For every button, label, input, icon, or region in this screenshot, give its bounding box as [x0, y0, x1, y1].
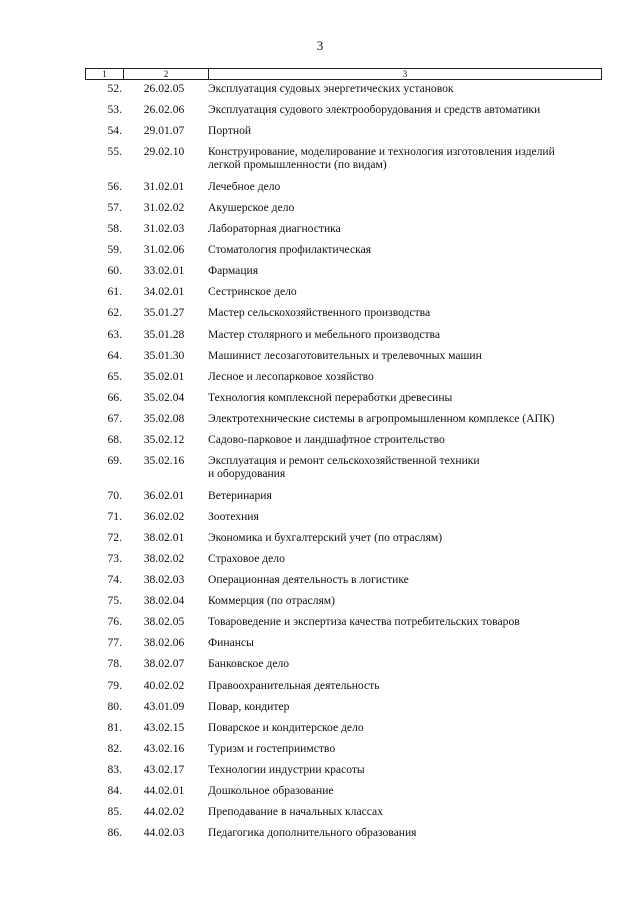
row-name-line: Акушерское дело	[208, 200, 295, 214]
row-code: 35.01.28	[143, 327, 185, 341]
row-number: 82.	[107, 741, 122, 755]
row-name-line: Конструирование, моделирование и технология изготовления изделий	[208, 145, 555, 159]
row-name-line: Фармация	[208, 264, 259, 278]
row-code: 38.02.03	[143, 573, 185, 586]
table-row	[85, 285, 605, 298]
table-row	[85, 243, 605, 256]
table-row	[85, 328, 605, 341]
table-row	[85, 615, 605, 628]
table-row	[85, 721, 605, 734]
table-row	[85, 784, 605, 797]
table-row	[85, 412, 605, 425]
row-number: 68.	[107, 433, 122, 446]
row-number: 60.	[107, 264, 122, 278]
table-row	[85, 679, 605, 692]
row-code: 38.02.06	[143, 636, 185, 650]
row-name-line: Ветеринария	[208, 488, 272, 502]
row-name-line: Лечебное дело	[208, 179, 281, 193]
row-name	[206, 510, 605, 523]
row-name	[206, 573, 605, 586]
table-row	[85, 370, 605, 383]
row-name	[206, 826, 605, 839]
row-name	[206, 370, 605, 383]
table-row	[85, 510, 605, 523]
row-code: 35.02.12	[143, 433, 185, 446]
row-code: 43.02.16	[143, 741, 185, 755]
row-name	[206, 391, 605, 404]
row-name-line: Финансы	[208, 636, 254, 650]
header-col-3: 3	[208, 69, 601, 79]
row-number: 83.	[107, 762, 122, 776]
row-number: 61.	[107, 285, 122, 299]
row-number: 54.	[107, 124, 122, 138]
row-code: 35.01.27	[143, 306, 185, 320]
row-name	[206, 433, 605, 446]
table-row	[85, 433, 605, 446]
row-name	[206, 103, 605, 116]
row-name-line: Портной	[208, 124, 252, 138]
row-number: 70.	[107, 488, 122, 502]
row-name	[206, 700, 605, 713]
row-code: 43.02.17	[143, 762, 185, 776]
row-name-line: Операционная деятельность в логистике	[208, 573, 409, 586]
header-col-1: 1	[102, 69, 107, 79]
row-name-line: Правоохранительная деятельность	[208, 678, 380, 692]
row-code: 35.01.30	[143, 348, 185, 362]
header-col-2: 2	[123, 69, 208, 79]
row-name	[206, 784, 605, 797]
row-name-line: Садово-парковое и ландшафтное строительство	[208, 433, 445, 446]
row-name	[206, 285, 605, 298]
row-name-line: легкой промышленности (по видам)	[208, 158, 387, 172]
row-name	[206, 615, 605, 628]
row-name	[206, 742, 605, 755]
row-number: 77.	[107, 636, 122, 650]
row-name	[206, 805, 605, 818]
table-row	[85, 124, 605, 137]
row-name-line: Эксплуатация судового электрооборудования и средств автоматики	[208, 103, 541, 117]
row-number: 58.	[107, 222, 122, 235]
row-code: 38.02.02	[143, 551, 185, 565]
row-name-line: Эксплуатация судовых энергетических установок	[208, 82, 454, 95]
row-name	[206, 721, 605, 734]
row-name-line: Эксплуатация и ремонт сельскохозяйственной техники	[208, 454, 480, 468]
row-name	[206, 412, 605, 425]
table-row	[85, 454, 605, 480]
table-row	[85, 826, 605, 839]
row-name-line: Лесное и лесопарковое хозяйство	[208, 369, 374, 383]
row-number: 57.	[107, 200, 122, 214]
table-header	[85, 68, 602, 80]
row-name-line: Коммерция (по отраслям)	[208, 594, 336, 608]
row-code: 29.02.10	[143, 145, 185, 159]
row-code: 43.02.15	[143, 720, 185, 734]
row-number: 53.	[107, 103, 122, 117]
row-code: 26.02.06	[143, 103, 185, 117]
row-name-line: Дошкольное образование	[208, 784, 334, 797]
row-name-line: Банковское дело	[208, 657, 290, 671]
row-name-line: Преподавание в начальных классах	[208, 805, 383, 819]
row-number: 86.	[107, 826, 122, 840]
row-name	[206, 636, 605, 649]
row-name	[206, 594, 605, 607]
row-name	[206, 201, 605, 214]
row-code: 35.02.04	[143, 390, 185, 404]
row-code: 38.02.05	[143, 615, 185, 629]
table-row	[85, 763, 605, 776]
table-row	[85, 742, 605, 755]
row-name-line: Мастер сельскохозяйственного производства	[208, 306, 431, 320]
row-number: 71.	[107, 509, 122, 523]
table-row	[85, 82, 605, 95]
row-name-line: Сестринское дело	[208, 285, 297, 299]
row-code: 36.02.02	[143, 509, 185, 523]
table-row	[85, 573, 605, 586]
row-number: 65.	[107, 369, 122, 383]
row-number: 69.	[107, 454, 122, 468]
row-number: 56.	[107, 179, 122, 193]
row-code: 26.02.05	[143, 82, 185, 95]
row-name-line: Педагогика дополнительного образования	[208, 826, 417, 840]
row-code: 44.02.01	[143, 784, 185, 797]
table-row	[85, 657, 605, 670]
table-row	[85, 103, 605, 116]
table-row	[85, 636, 605, 649]
row-name	[206, 531, 605, 544]
row-name-line: Стоматология профилактическая	[208, 243, 372, 257]
row-name-line: Экономика и бухгалтерский учет (по отраслям)	[208, 530, 443, 544]
row-number: 52.	[107, 82, 122, 95]
row-name-line: Технология комплексной переработки древесины	[208, 390, 453, 404]
row-name-line: Зоотехния	[208, 509, 259, 523]
row-name	[206, 180, 605, 193]
row-number: 66.	[107, 390, 122, 404]
row-name	[206, 328, 605, 341]
row-number: 78.	[107, 657, 122, 671]
row-name-line: Товароведение и экспертиза качества потребительских товаров	[208, 615, 520, 629]
row-name	[206, 124, 605, 137]
row-name	[206, 145, 605, 171]
row-name	[206, 243, 605, 256]
table-row	[85, 489, 605, 502]
row-number: 59.	[107, 243, 122, 257]
table-row	[85, 264, 605, 277]
row-number: 62.	[107, 306, 122, 320]
row-name-line: Поварское и кондитерское дело	[208, 720, 364, 734]
row-code: 38.02.01	[143, 530, 185, 544]
row-number: 67.	[107, 411, 122, 425]
row-number: 55.	[107, 145, 122, 159]
row-number: 79.	[107, 678, 122, 692]
row-name	[206, 489, 605, 502]
row-number: 75.	[107, 594, 122, 608]
row-name-line: Туризм и гостеприимство	[208, 741, 336, 755]
row-name	[206, 552, 605, 565]
table-row	[85, 594, 605, 607]
row-number: 72.	[107, 530, 122, 544]
row-number: 63.	[107, 327, 122, 341]
row-code: 35.02.16	[143, 454, 185, 468]
row-code: 40.02.02	[143, 678, 185, 692]
table-row	[85, 180, 605, 193]
row-code: 36.02.01	[143, 488, 185, 502]
row-code: 35.02.08	[143, 411, 185, 425]
row-number: 80.	[107, 699, 122, 713]
row-code: 29.01.07	[143, 124, 185, 138]
row-code: 44.02.02	[143, 805, 185, 819]
row-code: 43.01.09	[143, 699, 185, 713]
table-row	[85, 391, 605, 404]
row-code: 34.02.01	[143, 285, 185, 299]
row-name	[206, 679, 605, 692]
row-number: 85.	[107, 805, 122, 819]
table-row	[85, 306, 605, 319]
row-name-line: Мастер столярного и мебельного производства	[208, 327, 441, 341]
row-name-line: Электротехнические системы в агропромышленном комплексе (АПК)	[208, 411, 555, 425]
row-name-line: Повар, кондитер	[208, 699, 290, 713]
table-row	[85, 700, 605, 713]
row-number: 81.	[107, 720, 122, 734]
row-name	[206, 264, 605, 277]
row-name	[206, 657, 605, 670]
row-name	[206, 82, 605, 95]
row-number: 74.	[107, 573, 122, 586]
row-code: 31.02.03	[143, 222, 185, 235]
table-row	[85, 222, 605, 235]
row-number: 84.	[107, 784, 122, 797]
page-number: 3	[316, 38, 324, 53]
table-row	[85, 552, 605, 565]
row-code: 38.02.04	[143, 594, 185, 608]
row-code: 31.02.01	[143, 179, 185, 193]
row-code: 33.02.01	[143, 264, 185, 278]
row-name-line: и оборудования	[208, 467, 286, 481]
row-name	[206, 763, 605, 776]
row-code: 31.02.02	[143, 200, 185, 214]
row-name	[206, 222, 605, 235]
row-number: 73.	[107, 551, 122, 565]
table-row	[85, 145, 605, 171]
row-name-line: Страховое дело	[208, 551, 285, 565]
row-number: 76.	[107, 615, 122, 629]
row-name-line: Лабораторная диагностика	[208, 222, 341, 235]
row-number: 64.	[107, 348, 122, 362]
table-row	[85, 349, 605, 362]
row-name	[206, 349, 605, 362]
row-name-line: Технологии индустрии красоты	[208, 762, 365, 776]
row-name	[206, 454, 605, 480]
table-row	[85, 201, 605, 214]
row-code: 31.02.06	[143, 243, 185, 257]
table-row	[85, 531, 605, 544]
row-code: 38.02.07	[143, 657, 185, 671]
table-row	[85, 805, 605, 818]
row-name-line: Машинист лесозаготовительных и трелевочных машин	[208, 348, 482, 362]
row-name	[206, 306, 605, 319]
row-code: 44.02.03	[143, 826, 185, 840]
row-code: 35.02.01	[143, 369, 185, 383]
